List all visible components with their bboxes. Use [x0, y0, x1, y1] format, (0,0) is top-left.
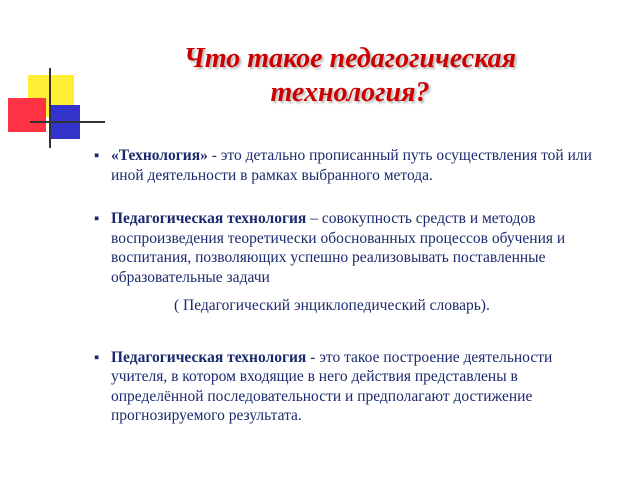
list-item	[94, 209, 609, 287]
slide-body	[94, 146, 609, 426]
bullet-icon: ▪	[94, 211, 100, 227]
item-text: - это детально прописанный путь осуществления той или иной деятельности в рамках выбранного метода.	[111, 147, 592, 184]
item-text: – совокупность средств и методов воспроизведения теоретически обоснованных процессов обучения и воспитания, позволяющих успешно реализовывать поставленные образовательные задачи	[111, 210, 566, 286]
item-text: - это такое построение деятельности учителя, в котором входящие в него действия представлены в определённой последовательности и предполагают достижение прогнозируемого результата.	[111, 348, 553, 424]
item-term: Педагогическая технология	[111, 210, 307, 227]
red-square	[8, 98, 46, 132]
bullet-icon: ▪	[94, 349, 100, 366]
citation: ( Педагогический энциклопедический словарь).	[174, 297, 490, 314]
list-item	[94, 348, 609, 426]
decorative-squares	[0, 0, 110, 150]
bullet-icon: ▪	[94, 148, 100, 164]
slide-title: Что такое педагогическая технология?	[183, 43, 517, 108]
item-term: Педагогическая технология	[111, 348, 307, 366]
list-item	[94, 146, 609, 185]
item-term: «Технология»	[111, 147, 208, 164]
